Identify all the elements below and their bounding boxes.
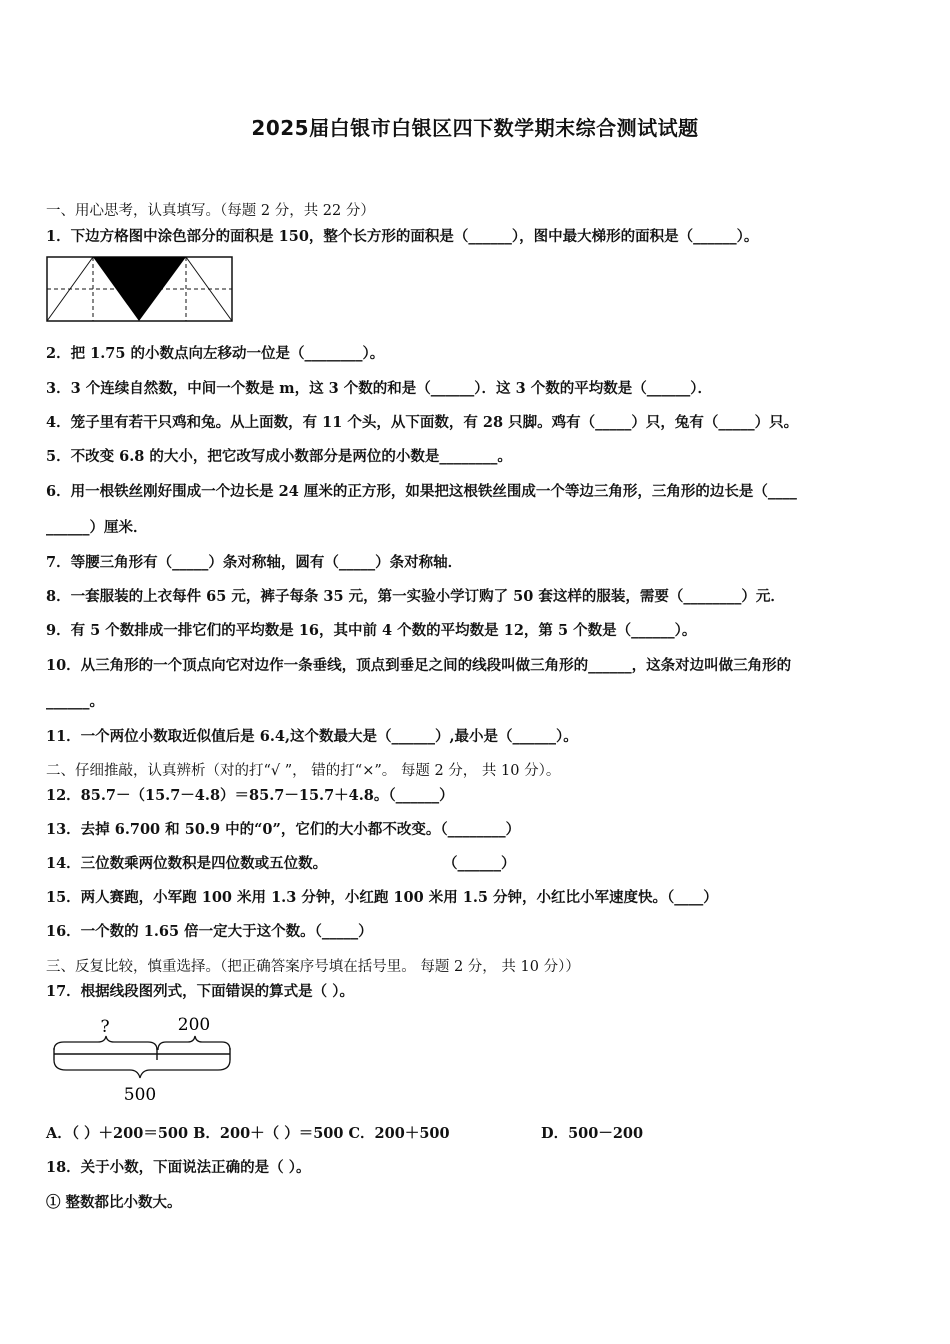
- grid-figure: [46, 256, 234, 324]
- question-16: 16．一个数的 1.65 倍一定大于这个数。（_____）: [46, 923, 373, 940]
- question-14: 14．三位数乘两位数积是四位数或五位数。: [46, 855, 328, 872]
- question-1: 1．下边方格图中涂色部分的面积是 150，整个长方形的面积是（______），图中最大梯形的面积是（______）。: [46, 228, 759, 245]
- question-7: 7．等腰三角形有（_____）条对称轴，圆有（_____）条对称轴．: [46, 554, 463, 571]
- question-6: 6．用一根铁丝刚好围成一个边长是 24 厘米的正方形，如果把这根铁丝围成一个等边三角形，三角形的边长是（____: [46, 483, 797, 500]
- unknown-brace: [54, 1036, 157, 1050]
- question-17: 17．根据线段图列式，下面错误的算式是（ ）。: [46, 983, 354, 1000]
- question-18-statement-1: ① 整数都比小数大。: [46, 1194, 182, 1211]
- total-brace: [54, 1060, 230, 1078]
- question-8: 8．一套服装的上衣每件 65 元，裤子每条 35 元，第一实验小学订购了 50 套这样的服装，需要（________）元．: [46, 588, 785, 605]
- question-11: 11．一个两位小数取近似值后是 6.4,这个数最大是（______）,最小是（______）。: [46, 728, 578, 745]
- question-18: 18．关于小数，下面说法正确的是（ ）。: [46, 1159, 311, 1176]
- section-2-heading: 二、仔细推敲，认真辨析（对的打“√ ”， 错的打“×”。 每题 2 分， 共 10 分）。: [46, 763, 561, 779]
- segment-diagram: [50, 1012, 235, 1108]
- question-15: 15．两人赛跑，小军跑 100 米用 1.3 分钟，小红跑 100 米用 1.5 分钟，小红比小军速度快。（____）: [46, 889, 718, 906]
- question-2: 2．把 1.75 的小数点向左移动一位是（________）。: [46, 345, 385, 362]
- part-brace: [158, 1036, 230, 1050]
- total-label: 500: [123, 1085, 157, 1105]
- unknown-label: ?: [100, 1017, 110, 1037]
- question-3: 3．3 个连续自然数，中间一个数是 m，这 3 个数的和是（______）．这 3 个数的平均数是（______）．: [46, 380, 712, 397]
- question-10-continued: ______。: [46, 693, 104, 710]
- question-10: 10．从三角形的一个顶点向它对边作一条垂线，顶点到垂足之间的线段叫做三角形的______，这条对边叫做三角形的: [46, 657, 792, 674]
- question-17-option-d: D．500－200: [541, 1125, 644, 1142]
- section-1-heading: 一、用心思考，认真填写。（每题 2 分，共 22 分）: [46, 203, 375, 219]
- question-13: 13．去掉 6.700 和 50.9 中的“0”，它们的大小都不改变。（________）: [46, 821, 521, 838]
- question-14-blank: （______）: [443, 855, 516, 872]
- question-17-options-abc: A．（ ）＋200＝500 B．200＋（ ）＝500 C．200＋500: [46, 1125, 450, 1142]
- question-12: 12．85.7－（15.7－4.8）＝85.7－15.7＋4.8。（______）: [46, 787, 454, 804]
- question-4: 4．笼子里有若干只鸡和兔。从上面数，有 11 个头，从下面数，有 28 只脚。鸡有（_____）只，兔有（_____）只。: [46, 414, 799, 431]
- question-9: 9．有 5 个数排成一排它们的平均数是 16，其中前 4 个数的平均数是 12，第 5 个数是（______）。: [46, 622, 697, 639]
- part-label: 200: [177, 1015, 211, 1035]
- section-3-heading: 三、反复比较，慎重选择。（把正确答案序号填在括号里。 每题 2 分， 共 10 分））: [46, 959, 580, 975]
- page-title: 2025届白银市白银区四下数学期末综合测试试题: [251, 116, 699, 140]
- question-6-continued: ______）厘米．: [46, 519, 148, 536]
- question-5: 5．不改变 6.8 的大小，把它改写成小数部分是两位的小数是________。: [46, 448, 512, 465]
